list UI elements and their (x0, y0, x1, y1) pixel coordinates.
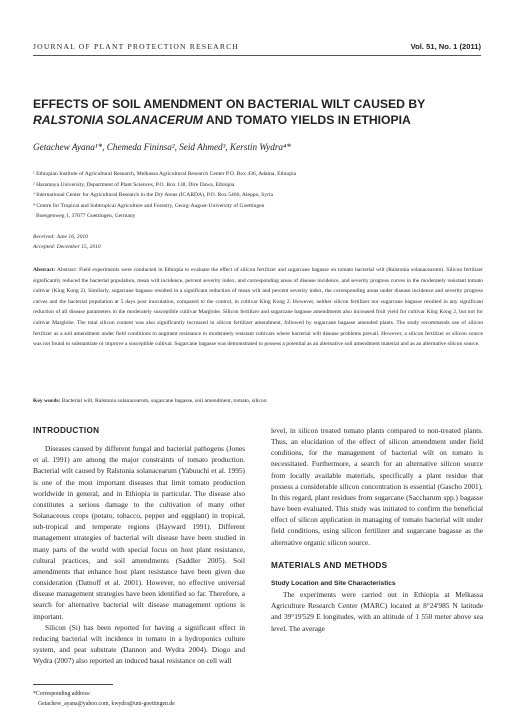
title-species: RALSTONIA SOLANACERUM (33, 113, 203, 127)
intro-paragraph-2: Silicon (Si) has been reported for having a significant effect in reducing bacterial wilt incidence in tomato in a hydroponics culture system, and peat substrate (Dannon and Wydra 2004). Diogo and Wydra (2007) also reported an induced basal resistance on cell wall (33, 622, 245, 666)
journal-name: JOURNAL OF PLANT PROTECTION RESEARCH (33, 42, 240, 51)
intro-paragraph-2-continued: level, in silicon treated tomato plants compared to non-treated plants. Thus, an elucidation of the effect of silicon amendment under field conditions, for the management of bacterial wilt on tomato is necessitated. Furthermore, a search for an alternative silicon source from locally available materials, specifically a plant residue that possess a considerable silicon concentration is essential (Gascho 2001). In this regard, plant residues from sugarcane (Saccharum spp.) bagasse have been evaluated. This study was initiated to confirm the beneficial effect of silicon application in managing of tomato bacterial wilt under field conditions, using silicon fertilizer and sugarcane bagasse as the alternative organic silicon source. (271, 426, 483, 547)
footnote-rule (33, 684, 113, 685)
article-title (33, 96, 481, 128)
methods-paragraph-1: The experiments were carried out in Ethiopia at Melkassa Agriculture Research Center (MARC) located at 8°24'985 N latitude and 39°19'529 E longitudes, with an altitude of 1 550 meter above sea level. The average (271, 590, 483, 633)
keywords-text: Bacterial wilt, Ralstonia solanacearum, sugarcane bagasse, soil amendment, tomato, silicon (60, 398, 267, 404)
footnote-label: *Corresponding address: (33, 691, 91, 697)
intro-paragraph-1: Diseases caused by different fungal and bacterial pathogens (Jones et al. 1991) are among the major constraints of tomato production. Bacterial wilt caused by Ralstonia solanacearum (Yabuuchi et al. 1995) is one of the most important diseases that limit tomato production worldwide in general, and in Ethiopia in particular. The disease also constitutes a serious damage to the cultivation of many other Solanaceous crops (potato, tobacco, pepper and eggplant) in tropical, sub-tropical and temperate regions (Hayward 1991). Different management strategies of bacterial wilt disease have been studied in many parts of the world with special focus on host plant resistance, cultural practices, and soil amendments (Saddler 2005). Soil amendments that enhance host plant resistance have been given due consideration (Datnoff et al. 2001). However, no effective universal disease management strategies have been identified so far. Therefore, a search for alternative bacterial wilt disease management options is important. (33, 444, 245, 621)
title-line-2 (33, 112, 481, 128)
article-dates (33, 232, 101, 252)
methods-subheading: Study Location and Site Characteristics (271, 579, 396, 587)
volume-info: Vol. 51, No. 1 (2011) (410, 42, 481, 51)
keywords-label: Key words: (33, 398, 61, 404)
footnote-emails: Getachew_ayana@yahoo.com, kwydra@uni-goettingen.de (38, 701, 175, 707)
affiliation-4: ⁴ Centre for Tropical and Subtropical Agriculture and Forestry, Georg-August-University of Goettingen (33, 202, 265, 209)
title-line-2-rest: AND TOMATO YIELDS IN ETHIOPIA (202, 113, 411, 127)
methods-heading: MATERIALS AND METHODS (271, 560, 388, 570)
keywords (33, 398, 483, 404)
abstract-label: Abstract: (33, 267, 56, 273)
section-gap (271, 548, 483, 560)
header-rule (33, 55, 481, 56)
author-list: Getachew Ayana¹*, Chemeda Fininsa², Seid Ahmed³, Kerstin Wydra⁴* (33, 142, 291, 152)
affiliation-3: ³ International Center for Agricultural Research in the Dry Areas (ICARDA), P.O. Box 5466, Aleppo, Syria (33, 192, 273, 199)
affiliations (33, 169, 473, 222)
abstract (33, 265, 483, 350)
affiliation-4-cont: Buesgenweg 1, 37077 Goettingen, Germany (36, 213, 136, 220)
footnote (33, 689, 175, 709)
title-line-1: EFFECTS OF SOIL AMENDMENT ON BACTERIAL WILT CAUSED BY (33, 97, 426, 111)
intro-heading: INTRODUCTION (33, 426, 100, 435)
affiliation-2: ² Haramaya University, Department of Plant Sciences, P.O. Box 138, Dire Dawa, Ethiopia (33, 181, 235, 188)
affiliation-1: ¹ Ethiopian Institute of Agricultural Research, Melkassa Agricultural Research Center P.O. Box 436, Adama, Ethiopia (33, 171, 297, 177)
accepted-date: Accepted: December 15, 2010 (33, 244, 101, 250)
left-column (33, 425, 245, 666)
received-date: Received: June 16, 2010 (33, 234, 88, 240)
right-column (271, 425, 483, 634)
abstract-text: Abstract: Field experiments were conducted in Ethiopia to evaluate the effect of silicon fertilizer and sugarcane bagasse on tomato bacterial wilt (Ralstonia solanacearum). Silicon fertilizer significantly reduced the bacterial population, mean wilt incidence, percent severity index, and corresponding areas of disease incidence, and severity progress curves in the moderately resistant tomato cultivar (King Kong 2). Similarly, sugarcane bagasse resulted in a significant reduction of mean wilt and percent severity index, the corresponding areas under disease incidence and severity progress curves and the bacterial population at 5 days post inoculation, compared to the control, in cultivar King Kong 2. However, neither silicon fertilizer nor sugarcane bagasse resulted in any significant reduction of all disease parameters in the moderately susceptible cultivar Marglobe. Silicon fertilizer and sugarcane bagasse amendments also increased fruit yield for cultivar King Kong 2, but not for cultivar Marglobe. The total silicon content was also significantly increased in silicon fertilizer amendment, followed by sugarcane bagasse amended plants. The study recommends use of silicon fertilizer as a soil amendment under field conditions to augment resistance in moderately resistant cultivars where bacterial wilt disease problems prevail. However, a silicon fertilizer or silicon source was not found to substantiate or improve a susceptible cultivar. Sugarcane bagasse was demonstrated to possess a potential as an alternative soil amendment material and as an alternative silicon source. (33, 267, 483, 348)
